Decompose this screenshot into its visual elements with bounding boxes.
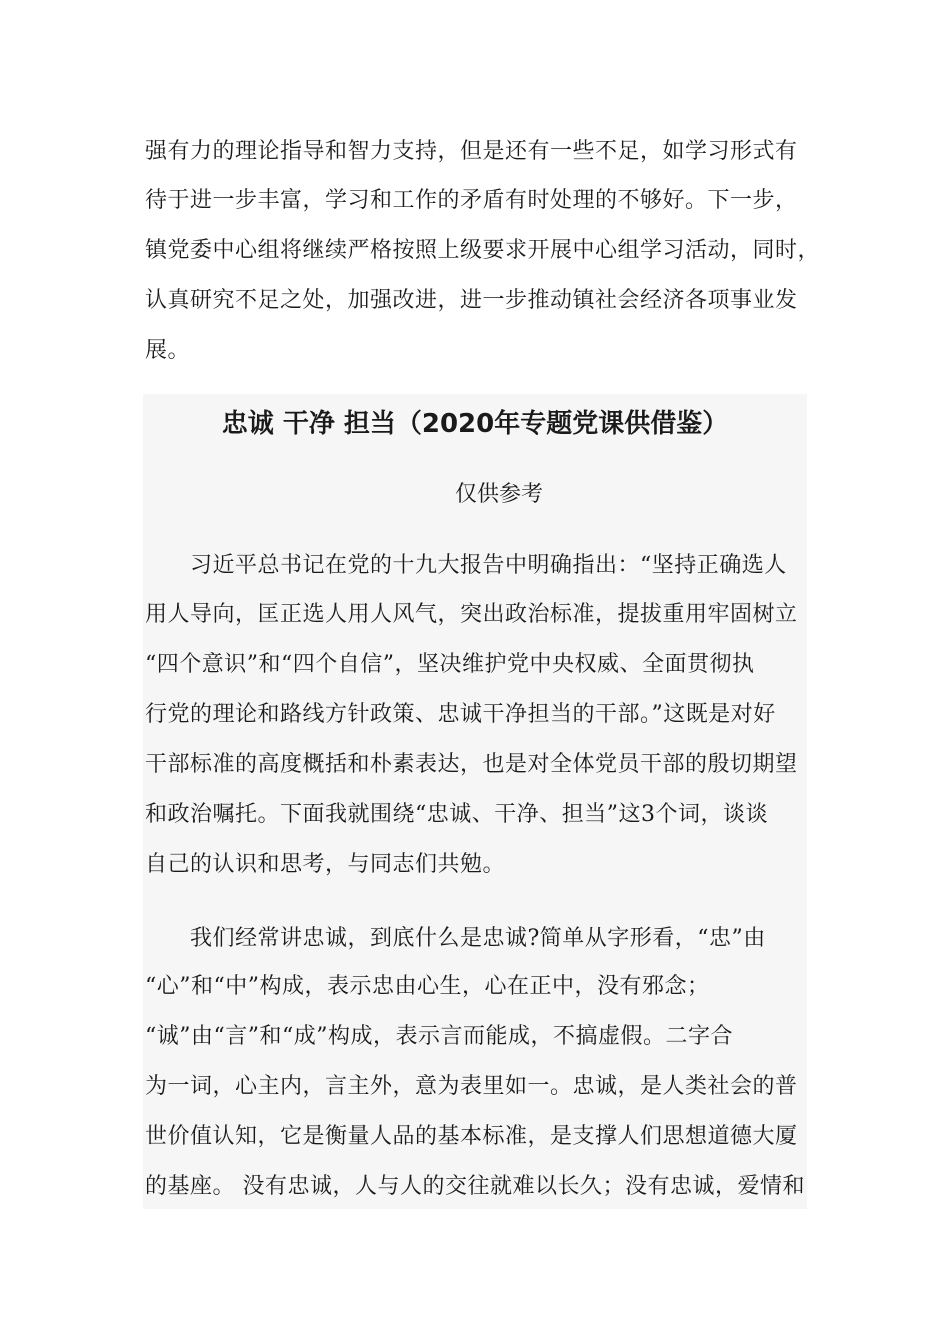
text-line: 习近平总书记在党的十九大报告中明确指出：“坚持正确选人 [190,553,787,578]
text-line: 的基座。 没有忠诚，人与人的交往就难以长久；没有忠诚，爱情和 [145,1174,805,1199]
text-line: 用人导向，匡正选人用人风气，突出政治标准，提拔重用牢固树立 [145,602,798,627]
text-line: “诚”由“言”和“成”构成，表示言而能成，不搞虚假。二字合 [145,1024,733,1049]
text-line: 认真研究不足之处，加强改进，进一步推动镇社会经济各项事业发 [145,288,798,313]
text-line: 和政治嘱托。下面我就围绕“忠诚、干净、担当”这3个词，谈谈 [145,802,768,827]
text-line: 待于进一步丰富，学习和工作的矛盾有时处理的不够好。下一步， [145,188,798,213]
text-line: “心”和“中”构成，表示忠由心生，心在正中，没有邪念； [145,974,710,999]
text-line: 行党的理论和路线方针政策、忠诚干净担当的干部。”这既是对好 [145,702,776,727]
text-line: 我们经常讲忠诚，到底什么是忠诚?简单从字形看，“忠”由 [190,926,766,951]
text-line: 展。 [145,338,191,363]
article-title: 忠诚 干净 担当（2020年专题党课供借鉴） [221,409,729,439]
text-line: 自己的认识和思考，与同志们共勉。 [145,852,506,877]
text-line: “四个意识”和“四个自信”，坚决维护党中央权威、全面贯彻执 [145,652,755,677]
text-line: 干部标准的高度概括和朴素表达，也是对全体党员干部的殷切期望 [145,752,798,777]
text-line: 镇党委中心组将继续严格按照上级要求开展中心组学习活动，同时， [145,238,821,263]
text-line: 世价值认知，它是衡量人品的基本标准，是支撑人们思想道德大厦 [145,1124,798,1149]
article-subtitle: 仅供参考 [454,482,543,507]
text-line: 为一词，心主内，言主外，意为表里如一。忠诚，是人类社会的普 [145,1074,798,1099]
text-line: 强有力的理论指导和智力支持，但是还有一些不足，如学习形式有 [145,139,798,164]
